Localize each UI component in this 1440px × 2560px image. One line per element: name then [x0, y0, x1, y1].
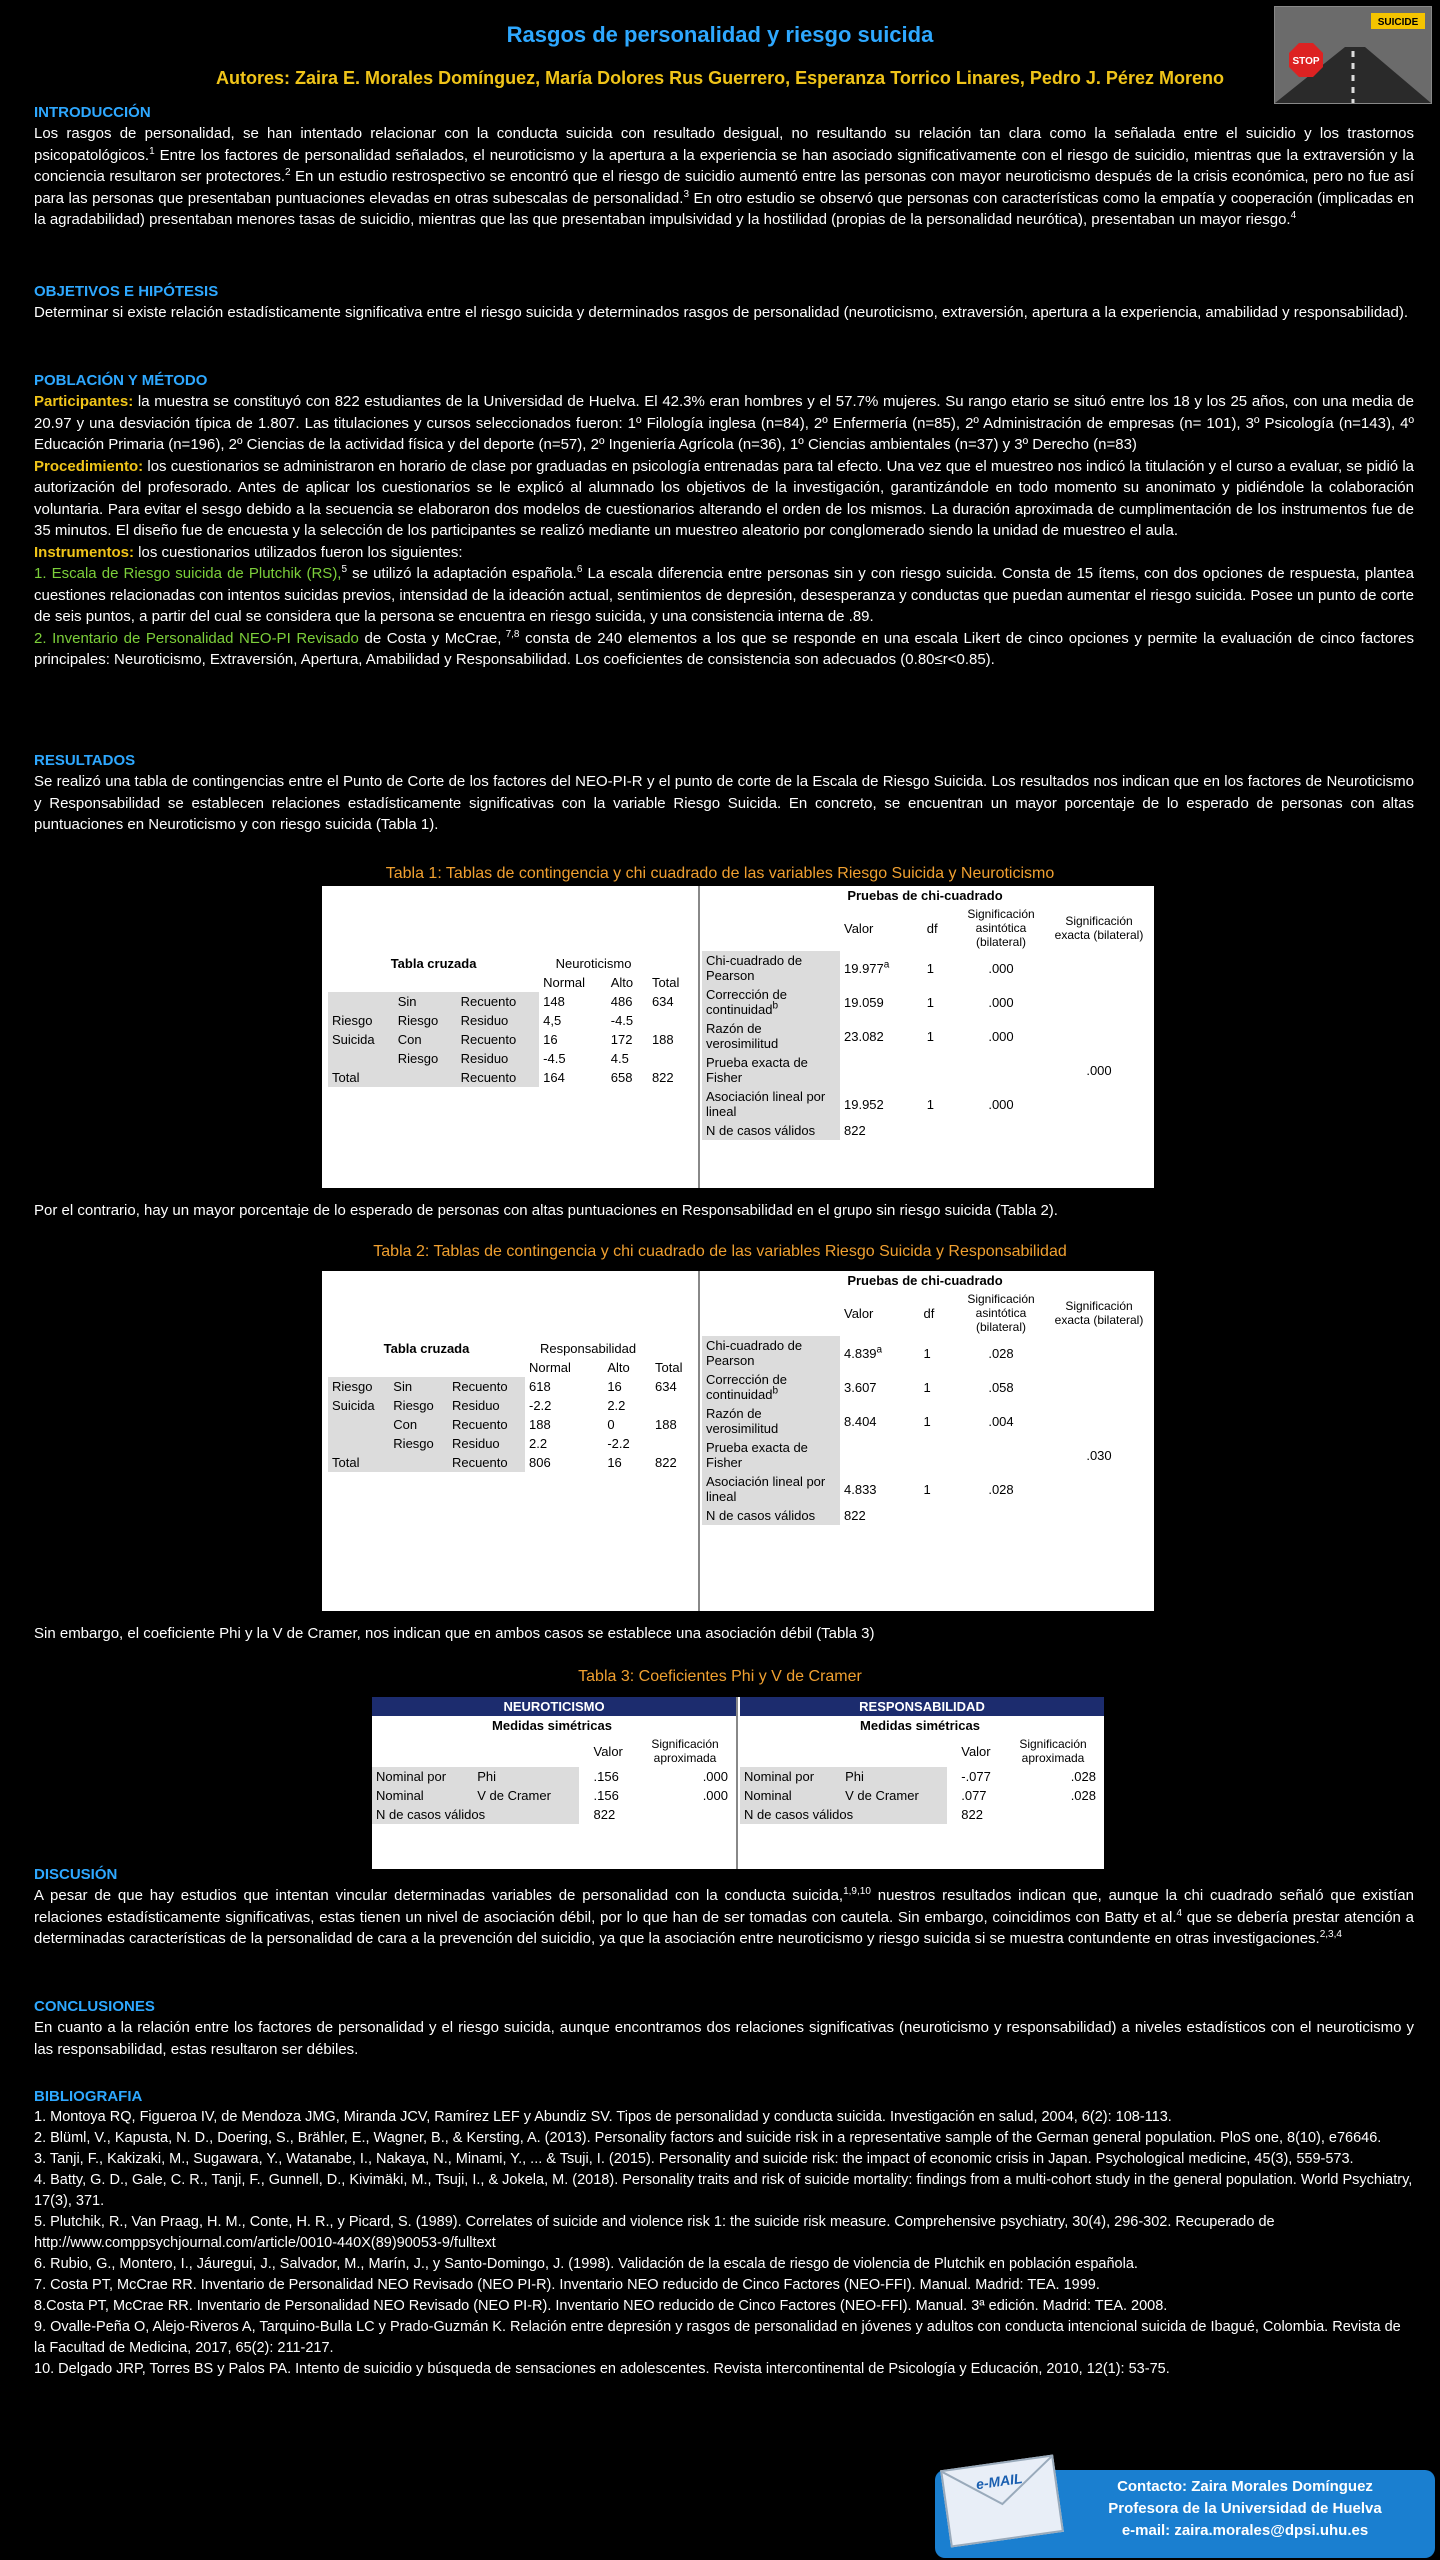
cell: 822	[844, 1123, 866, 1138]
cell: .000	[988, 960, 1014, 976]
row-riesgo-sub: Riesgo	[389, 1434, 448, 1453]
row-razon: Razón de verosimilitud	[702, 1404, 840, 1438]
cell: 16	[607, 1455, 622, 1470]
cell: 23.082	[844, 1028, 884, 1044]
cell: 1	[926, 1028, 934, 1044]
resultados-text2: Por el contrario, hay un mayor porcentaje de lo esperado de personas con altas puntuaciones en Responsabilidad en el grupo sin riesgo suicida (Tabla 2).	[34, 1202, 1058, 1219]
participantes-text: Participantes: la muestra se constituyó con 822 estudiantes de la Universidad de Huelva. El 42.3% eran hombres y el 57.7% mujeres. Su rango etario se situó entre los 18 y los 25 años, con una media de 20.97 y una desviación típica de 1.807. Las titulaciones y cursos seleccionados fueron: 1º Filología inglesa (n=84), 2º Enfermería (n=85), 2º Administración de empresas (n= 101), 3º Psicología (n=143), 4º Educación Primaria (n=196), 2º Ciencias de la actividad física y del deporte (n=57), 2º Ingeniería Agrícola (n=36), 1º Ciencias ambientales (n=37) y 3º Derecho (n=83)	[34, 393, 1414, 453]
cell: .156	[593, 1788, 619, 1803]
row-fisher: Prueba exacta de Fisher	[702, 1053, 840, 1087]
row-recuento: Recuento	[457, 1030, 540, 1049]
row-nominal: Nominal	[372, 1786, 473, 1805]
row-recuento: Recuento	[448, 1377, 525, 1396]
cell: .000	[1086, 1062, 1112, 1078]
row-residuo: Residuo	[448, 1434, 525, 1453]
cell	[920, 1438, 953, 1472]
cell: 1	[923, 1345, 931, 1361]
row-riesgo-sub: Riesgo	[394, 1011, 457, 1030]
tabla2	[322, 1271, 1154, 1611]
resultados-text3: Sin embargo, el coeficiente Phi y la V de Cramer, nos indican que en ambos casos se establece una asociación débil (Tabla 3)	[34, 1625, 875, 1642]
ref-item: 7. Costa PT, McCrae RR. Inventario de Personalidad NEO Revisado (NEO PI-R). Inventario NEO reducido de Cinco Factores (NEO-FFI). Manual. Madrid: TEA. 1999.	[34, 2277, 1100, 2293]
row-correccion: Corrección de continuidad	[706, 1372, 787, 1402]
cell: -2.2	[607, 1436, 630, 1451]
col-total: Total	[651, 975, 680, 990]
row-correccion: Corrección de continuidad	[706, 987, 787, 1017]
col-df: df	[926, 920, 938, 936]
cell	[1050, 1472, 1148, 1506]
cell: 4.839	[844, 1345, 877, 1361]
cell: 188	[529, 1417, 551, 1432]
ref-item: 3. Tanji, F., Kakizaki, M., Sugawara, Y., Watanabe, I., Nakaya, N., Minami, Y., ... & Tsuji, I. (2015). Personality and suicide risk: the impact of economic crisis in Japan. Psychological medicine, 45(3), 559-573.	[34, 2151, 1354, 2167]
tabla2-cruzada	[322, 1271, 700, 1611]
instrumentos-text: Instrumentos: los cuestionarios utilizados fueron los siguientes:	[34, 543, 463, 561]
col-sig-aprox: Significación aproximada	[1019, 1737, 1087, 1765]
cell: 16	[543, 1032, 558, 1047]
col-alto: Alto	[607, 1360, 630, 1375]
cell: 4.5	[610, 1051, 629, 1066]
cell: 634	[651, 994, 674, 1009]
row-suicida: Suicida	[328, 1396, 389, 1415]
cell: 486	[610, 994, 633, 1009]
cell: 806	[529, 1455, 551, 1470]
col-valor: Valor	[961, 1743, 991, 1759]
ref-item: 6. Rubio, G., Montero, I., Jáuregui, J., Salvador, M., Marín, J., y Santo-Domingo, J. (1998). Validación de la escala de riesgo de violencia de Plutchik en población española.	[34, 2256, 1138, 2272]
row-recuento: Recuento	[448, 1415, 525, 1434]
cell: 822	[961, 1807, 983, 1822]
cell: 3.607	[844, 1379, 877, 1395]
cell	[952, 1053, 1050, 1087]
row-razon: Razón de verosimilitud	[702, 1019, 840, 1053]
row-con: Con	[394, 1030, 457, 1049]
cell	[1050, 1019, 1148, 1053]
cell: 634	[655, 1379, 677, 1394]
cell: 4.833	[844, 1481, 877, 1497]
cell: 822	[651, 1070, 674, 1085]
ref-item: 1. Montoya RQ, Figueroa IV, de Mendoza JMG, Miranda JCV, Ramírez LEF y Abundiz SV. Tipos de personalidad y conducta suicida. Investigación en salud, 2004, 6(2): 108-113.	[34, 2109, 1172, 2125]
tabla3-resp	[740, 1697, 1104, 1869]
contact-line2: Profesora de la Universidad de Huelva	[1108, 2500, 1382, 2517]
factor-label: Neuroticismo	[555, 956, 632, 971]
heading-discusion: DISCUSIÓN	[34, 1866, 118, 1883]
procedimiento-text: Procedimiento: los cuestionarios se administraron en horario de clase por graduadas en psicología entrenadas para tal efecto. Una vez que el muestreo nos indicó la titulación y el curso a evaluar, se pidió la autorización del profesorado. Antes de aplicar los cuestionarios se le explicó al alumnado los objetivos de la investigación, garantizándole en todo momento su anonimato y pidiéndole la colaboración voluntaria. Para evitar el sesgo debido a la secuencia se elaboraron dos modelos de cuestionarios alterando el orden de los mismos. La duración aproximada de cumplimentación de los instrumentos fue de 35 minutos. El diseño fue de encuesta y la selección de los participantes se realizó mediante un muestreo aleatorio por conglomerado siendo la unidad de muestreo el aula.	[34, 457, 1414, 539]
svg-text:SUICIDE: SUICIDE	[1377, 17, 1419, 28]
col-sig-asint: Significación asintótica (bilateral)	[967, 1292, 1035, 1334]
row-total: Total	[328, 1068, 394, 1087]
col-sig-asint: Significación asintótica (bilateral)	[967, 907, 1035, 949]
tabla-cruzada-title: Tabla cruzada	[383, 1341, 470, 1356]
cell	[840, 1438, 920, 1472]
cell: .000	[988, 994, 1014, 1010]
tabla1-chi: Pruebas de chi-cuadrado Valor df Significación asintótica (bilateral) Significación exacta (bilateral) Chi-cuadrado de Pearson 19.977$^a$ 1 .000 Corrección de continuidad$^b$ 19.059 1 .000 Razón de verosimilitud 23.082 1 .000 Prueba exacta de Fisher .000 Asociación lineal por lineal 19.952 1 .000 N de casos válidos 822	[702, 886, 1154, 1188]
factor-label: Responsabilidad	[539, 1341, 637, 1356]
tabla3	[372, 1697, 1104, 1869]
ref-item: 10. Delgado JRP, Torres BS y Palos PA. Intento de suicidio y búsqueda de sensaciones en adolescentes. Revista intercontinental de Psicología y Educación, 2010, 12(1): 53-75.	[34, 2361, 1170, 2377]
col-sig-aprox: Significación aproximada	[651, 1737, 719, 1765]
cell: -2.2	[529, 1398, 552, 1413]
row-nominal: Nominal	[740, 1786, 841, 1805]
cell: 172	[610, 1032, 633, 1047]
col-total: Total	[655, 1360, 683, 1375]
poster-title: Rasgos de personalidad y riesgo suicida	[506, 22, 934, 47]
row-recuento: Recuento	[457, 1068, 540, 1087]
section-introduccion	[34, 104, 1414, 231]
cell: 2.2	[529, 1436, 548, 1451]
tabla2-chi: Pruebas de chi-cuadrado Valor df Significación asintótica (bilateral) Significación exacta (bilateral) Chi-cuadrado de Pearson 4.839$^a$ 1 .028 Corrección de continuidad$^b$ 3.607 1 .058 Razón de verosimilitud 8.404 1 .004 Prueba exacta de Fisher .030 Asociación lineal por lineal 4.833 1 .028 N de casos válidos 822	[702, 1271, 1154, 1611]
cell: 1	[923, 1379, 931, 1395]
row-phi: Phi	[841, 1767, 947, 1786]
cell: 1	[926, 1096, 934, 1112]
authors-line: Autores: Zaira E. Morales Domínguez, María Dolores Rus Guerrero, Esperanza Torrico Linares, Pedro J. Pérez Moreno	[216, 68, 1224, 88]
cell: .004	[988, 1413, 1014, 1429]
cell: 148	[543, 994, 565, 1009]
row-asoc-lineal: Asociación lineal por lineal	[702, 1472, 840, 1506]
heading-conclusiones: CONCLUSIONES	[34, 1998, 155, 2015]
neuro-header: NEUROTICISMO	[372, 1697, 736, 1716]
row-asoc-lineal: Asociación lineal por lineal	[702, 1087, 840, 1121]
svg-text:e-MAIL: e-MAIL	[974, 2470, 1024, 2493]
cell	[1050, 951, 1148, 985]
row-n-casos: N de casos válidos	[372, 1805, 579, 1824]
row-chi-pearson: Chi-cuadrado de Pearson	[702, 1336, 840, 1370]
cell: 19.059	[844, 994, 884, 1010]
cell: 0	[607, 1417, 615, 1432]
row-riesgo-sub: Riesgo	[394, 1049, 457, 1068]
col-valor: Valor	[844, 920, 874, 936]
row-phi: Phi	[473, 1767, 579, 1786]
cell: .000	[702, 1788, 728, 1803]
instrumento-2: 2. Inventario de Personalidad NEO-PI Revisado de Costa y McCrae, $^{7,8}$ consta de 240 elementos a los que se responde en una escala Likert de cinco opciones y permite la evaluación de cinco factores principales: Neuroticismo, Extraversión, Apertura, Amabilidad y Responsabilidad. Los coeficientes de consistencia son adecuados (0.80≤r<0.85).	[34, 628, 1414, 668]
chi-title: Pruebas de chi-cuadrado	[847, 1273, 1003, 1288]
cell: 4,5	[543, 1013, 562, 1028]
cell: 1	[923, 1481, 931, 1497]
row-sin: Sin	[389, 1377, 448, 1396]
cell: 16	[607, 1379, 622, 1394]
cell: 822	[655, 1455, 677, 1470]
col-valor: Valor	[844, 1305, 874, 1321]
tabla1-cruzada	[322, 886, 700, 1188]
row-total: Total	[328, 1453, 389, 1472]
cell: .028	[988, 1481, 1014, 1497]
cell: .028	[988, 1345, 1014, 1361]
email-envelope-icon	[940, 2454, 1064, 2547]
cell	[1050, 1404, 1148, 1438]
medidas-title: Medidas simétricas	[860, 1718, 980, 1733]
intro-text: Los rasgos de personalidad, se han intentado relacionar con la conducta suicida con resultado desigual, no resultando su relación tan clara como la señalada entre el suicidio y los trastornos psicopatológicos.$^1$ Entre los factores de personalidad señalados, el neuroticismo y la apertura a la experiencia se han asociado significativamente con el riesgo de suicidio, mientras que la extraversión y la conciencia resultaron ser protectores.$^2$ En un estudio restrospectivo se encontró que el riesgo de suicidio aumentó entre las personas con mayor neuroticismo después de la crisis económica, pero no fue así para las personas que presentaban puntuaciones elevadas en otras subescalas de personalidad.$^3$ En otro estudio se observó que personas con características como la empatía y cooperación (implicadas en la agradabilidad) presentaban menores tasas de suicidio, mientras que las que presentaban impulsividad y la hostilidad (propias de la personalidad neurótica), presentaban un mayor riesgo.$^4$	[34, 125, 1414, 228]
row-nominal-por: Nominal por	[740, 1767, 841, 1786]
row-suicida: Suicida	[328, 1030, 394, 1049]
col-normal: Normal	[543, 975, 586, 990]
cell: .028	[1070, 1788, 1096, 1803]
cell: 618	[529, 1379, 551, 1394]
row-vcramer: V de Cramer	[473, 1786, 579, 1805]
col-alto: Alto	[610, 975, 634, 990]
row-residuo: Residuo	[448, 1396, 525, 1415]
col-normal: Normal	[529, 1360, 571, 1375]
row-residuo: Residuo	[457, 1011, 540, 1030]
section-metodo	[34, 372, 1414, 671]
ref-item: 4. Batty, G. D., Gale, C. R., Tanji, F., Gunnell, D., Kivimäki, M., Tsuji, I., & Jokela, M. (2018). Personality traits and risk of suicide mortality: findings from a multi-cohort study in the general population. World Psychiatry, 17(3), 371.	[34, 2172, 1413, 2209]
row-n-casos: N de casos válidos	[740, 1805, 947, 1824]
resultados-text2-wrap	[34, 1200, 1414, 1222]
cell: 822	[593, 1807, 616, 1822]
cell: .000	[988, 1028, 1014, 1044]
row-fisher: Prueba exacta de Fisher	[702, 1438, 840, 1472]
cell: 19.977	[844, 960, 884, 976]
col-sig-exacta: Significación exacta (bilateral)	[1054, 1299, 1144, 1327]
cell: .030	[1086, 1447, 1112, 1463]
cell	[1050, 985, 1148, 1019]
medidas-title: Medidas simétricas	[492, 1718, 612, 1733]
cell: 658	[610, 1070, 633, 1085]
col-sig-exacta: Significación exacta (bilateral)	[1054, 914, 1144, 942]
tabla-cruzada-title: Tabla cruzada	[390, 956, 477, 971]
tabla1	[322, 886, 1154, 1188]
heading-resultados: RESULTADOS	[34, 752, 136, 769]
cell: .000	[702, 1769, 728, 1784]
heading-introduccion: INTRODUCCIÓN	[34, 104, 151, 121]
cell	[1050, 1336, 1148, 1370]
row-riesgo-sub: Riesgo	[389, 1396, 448, 1415]
row-con: Con	[389, 1415, 448, 1434]
conclusiones-text: En cuanto a la relación entre los factores de personalidad y el riesgo suicida, aunque encontramos dos relaciones significativas (neuroticismo y responsabilidad) a niveles estadísticos con el neuroticismo y las responsabilidad, estas resultaron ser débiles.	[34, 2019, 1414, 2058]
row-chi-pearson: Chi-cuadrado de Pearson	[702, 951, 840, 985]
row-sin: Sin	[394, 992, 457, 1011]
heading-bibliografia: BIBLIOGRAFIA	[34, 2088, 143, 2105]
col-valor: Valor	[593, 1743, 623, 1759]
cell	[952, 1438, 1050, 1472]
discusion-text: A pesar de que hay estudios que intentan vincular determinadas variables de personalidad con la conducta suicida,$^{1,9,10}$ nuestros resultados indican que, aunque la chi cuadrado señaló que existían relaciones estadísticamente significativas, estas tienen un nivel de asociación débil, por lo que han de ser tomadas con cautela. Sin embargo, coincidimos con Batty et al.$^4$ que se debería prestar atención a determinadas características de la personalidad de cara a la prevención del suicidio, ya que la asociación entre neuroticismo y riesgo suicida si se muestra contundente en otras investigaciones.$^{2,3,4}$	[34, 1886, 1414, 1947]
cell: 164	[543, 1070, 565, 1085]
cell	[840, 1053, 923, 1087]
row-riesgo: Riesgo	[328, 1377, 389, 1396]
cell: .156	[593, 1769, 619, 1784]
cell: 188	[655, 1417, 677, 1432]
cell: -4.5	[543, 1051, 566, 1066]
cell: 822	[844, 1508, 866, 1523]
ref-item: 5. Plutchik, R., Van Praag, H. M., Conte, H. R., y Picard, S. (1989). Correlates of suicide and violence risk 1: the suicide risk measure. Comprehensive psychiatry, 30(4), 296-302. Recuperado de http://www.comppsychjournal.com/article/0010-440X(89)90053-9/fulltext	[34, 2214, 1275, 2251]
road-sign-icon	[1275, 7, 1431, 103]
cell: .000	[988, 1096, 1014, 1112]
instrumento-1: 1. Escala de Riesgo suicida de Plutchik (RS),$^5$ se utilizó la adaptación española.$^6$ La escala diferencia entre personas sin y con riesgo suicida. Consta de 15 ítems, con dos opciones de respuesta, plantea cuestiones relacionadas con intentos suicidas previos, intensidad de la ideación actual, sentimientos de depresión, desesperanza y conductas que puedan aumentar el riesgo suicida. Posee un punto de corte de seis puntos, a partir del cual se considera que la persona se encuentra en riesgo suicida, y una consistencia interna de .89.	[34, 564, 1414, 625]
cell: 188	[651, 1032, 674, 1047]
cell: .058	[988, 1379, 1014, 1395]
cell: 1	[926, 960, 934, 976]
contact-line1: Contacto: Zaira Morales Domínguez	[1117, 2478, 1373, 2495]
cell: -4.5	[610, 1013, 634, 1028]
tabla2-caption: Tabla 2: Tablas de contingencia y chi cuadrado de las variables Riesgo Suicida y Responsabilidad	[373, 1243, 1067, 1260]
objetivos-text: Determinar si existe relación estadísticamente significativa entre el riesgo suicida y determinados rasgos de personalidad (neuroticismo, extraversión, apertura a la experiencia, amabilidad y responsabilidad).	[34, 304, 1409, 321]
cell: -.077	[961, 1769, 991, 1784]
cell	[923, 1053, 952, 1087]
cell: .028	[1070, 1769, 1096, 1784]
tabla1-caption: Tabla 1: Tablas de contingencia y chi cuadrado de las variables Riesgo Suicida y Neuroticismo	[385, 865, 1055, 882]
section-discusion	[34, 1866, 1414, 1950]
col-df: df	[923, 1305, 935, 1321]
section-resultados	[34, 752, 1414, 836]
contact-email[interactable]: e-mail: zaira.morales@dpsi.uhu.es	[1121, 2522, 1369, 2539]
resultados-text3-wrap	[34, 1623, 1414, 1645]
cell: .077	[961, 1788, 987, 1803]
cell: 2.2	[607, 1398, 626, 1413]
heading-objetivos: OBJETIVOS E HIPÓTESIS	[34, 283, 219, 300]
row-recuento: Recuento	[457, 992, 540, 1011]
cell: 1	[923, 1413, 931, 1429]
section-conclusiones	[34, 1998, 1414, 2060]
cell: 8.404	[844, 1413, 877, 1429]
section-bibliografia	[34, 2088, 1414, 2380]
row-residuo: Residuo	[457, 1049, 540, 1068]
row-vcramer: V de Cramer	[841, 1786, 947, 1805]
row-recuento: Recuento	[448, 1453, 525, 1472]
cell: 1	[926, 994, 934, 1010]
resp-header: RESPONSABILIDAD	[740, 1697, 1104, 1716]
tabla3-caption: Tabla 3: Coeficientes Phi y V de Cramer	[578, 1668, 862, 1685]
cell	[1050, 1370, 1148, 1404]
row-nominal-por: Nominal por	[372, 1767, 473, 1786]
ref-item: 2. Blüml, V., Kapusta, N. D., Doering, S., Brähler, E., Wagner, B., & Kersting, A. (2013). Personality factors and suicide risk in a representative sample of the German general population. PloS one, 8(10), e76646.	[34, 2130, 1382, 2146]
chi-title: Pruebas de chi-cuadrado	[847, 888, 1003, 903]
svg-text:STOP: STOP	[1292, 56, 1320, 67]
heading-metodo: POBLACIÓN Y MÉTODO	[34, 372, 208, 389]
suicide-stop-logo	[1274, 6, 1432, 104]
row-n-casos: N de casos válidos	[702, 1506, 840, 1525]
ref-item: 8.Costa PT, McCrae RR. Inventario de Personalidad NEO Revisado (NEO PI-R). Inventario NEO reducido de Cinco Factores (NEO-FFI). Manual. 3ª edición. Madrid: TEA. 2008.	[34, 2298, 1168, 2314]
tabla3-neuro	[372, 1697, 738, 1869]
section-objetivos	[34, 283, 1414, 324]
resultados-text: Se realizó una tabla de contingencias entre el Punto de Corte de los factores del NEO-PI-R y el punto de corte de la Escala de Riesgo Suicida. Los resultados nos indican que en los factores de Neuroticismo y Responsabilidad se establecen relaciones estadísticamente significativas con la variable Riesgo Suicida. En concreto, se encuentran un mayor porcentaje de lo esperado de personas con altas puntuaciones en Neuroticismo y con riesgo suicida (Tabla 1).	[34, 773, 1414, 833]
row-n-casos: N de casos válidos	[702, 1121, 840, 1140]
cell: 19.952	[844, 1096, 884, 1112]
ref-item: 9. Ovalle-Peña O, Alejo-Riveros A, Tarquino-Bulla LC y Prado-Guzmán K. Relación entre depresión y rasgos de personalidad en jóvenes y adultos con conducta intencional suicida de Ibagué, Colombia. Revista de la Facultad de Medicina, 2017, 65(2): 211-217.	[34, 2319, 1401, 2356]
row-riesgo: Riesgo	[328, 1011, 394, 1030]
cell	[1050, 1087, 1148, 1121]
